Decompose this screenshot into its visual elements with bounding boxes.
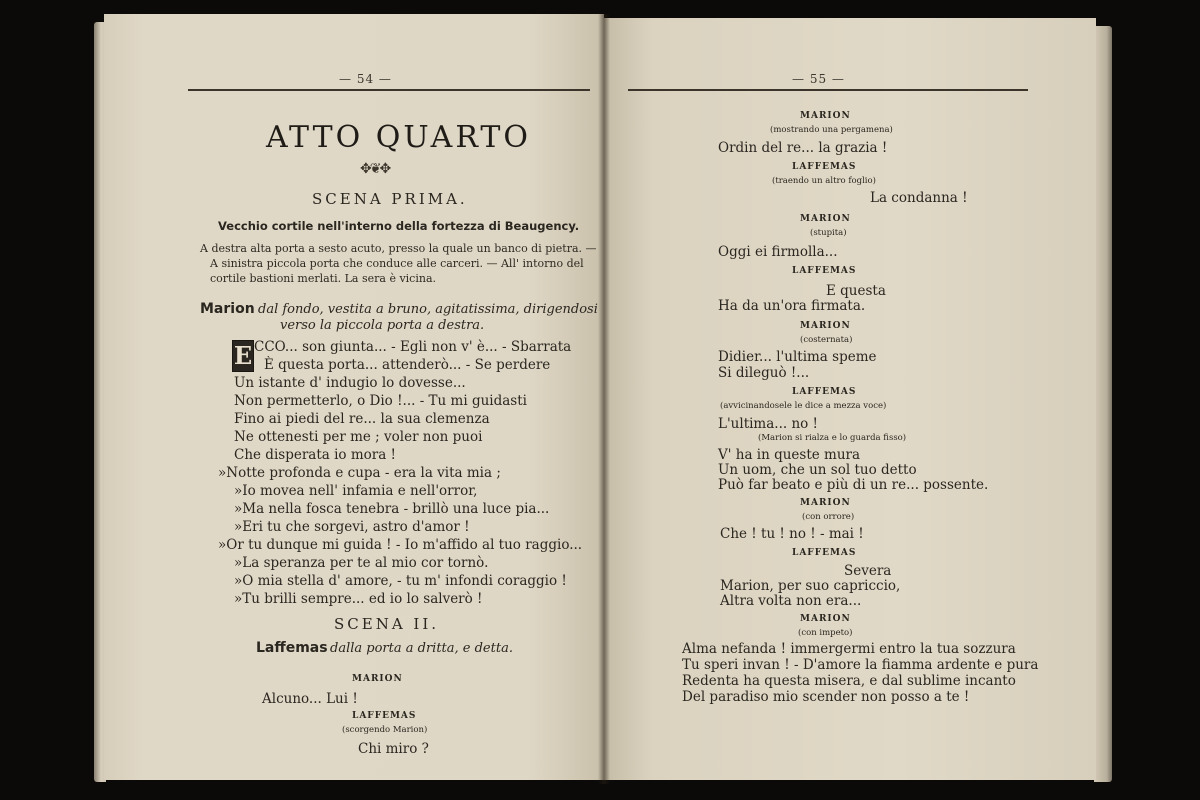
verse-line: »O mia stella d' amore, - tu m' infondi coraggio ! xyxy=(234,573,567,589)
speaker-label: LAFFEMAS xyxy=(792,548,857,558)
speaker-label: MARION xyxy=(800,614,851,624)
speaker-label: LAFFEMAS xyxy=(792,162,857,172)
stage-direction-line: A sinistra piccola porta che conduce alle carceri. — All' intorno del xyxy=(210,257,584,270)
verse-line: »Io movea nell' infamia e nell'orror, xyxy=(234,483,478,499)
speaker-label: LAFFEMAS xyxy=(792,387,857,397)
dialogue-line: Oggi ei firmolla... xyxy=(718,244,838,260)
book-gutter xyxy=(598,14,610,784)
dialogue-line: Che ! tu ! no ! - mai ! xyxy=(720,526,864,542)
stage-direction: (con impeto) xyxy=(798,628,853,638)
ornament-icon: ✥❦✥ xyxy=(360,161,390,177)
stage-direction: (Marion si rialza e lo guarda fisso) xyxy=(758,433,907,443)
dialogue-line: E questa xyxy=(826,283,886,299)
stage-direction: (traendo un altro foglio) xyxy=(772,176,876,186)
verse-line: »Eri tu che sorgevi, astro d'amor ! xyxy=(234,519,470,535)
dialogue-line: Ordin del re... la grazia ! xyxy=(718,140,888,156)
book-edge-right xyxy=(1094,26,1112,782)
stage-direction: (costernata) xyxy=(800,335,853,345)
page-number: — 55 — xyxy=(792,72,845,86)
dialogue-line: Chi miro ? xyxy=(358,741,429,757)
stage-direction: (scorgendo Marion) xyxy=(342,725,428,735)
dialogue-line: L'ultima... no ! xyxy=(718,416,818,432)
entrance-speaker: Marion xyxy=(200,301,255,317)
dialogue-line: V' ha in queste mura xyxy=(718,447,861,463)
header-rule xyxy=(188,89,590,91)
dialogue-line: Alma nefanda ! immergermi entro la tua sozzura xyxy=(682,641,1016,657)
speaker-label: MARION xyxy=(800,498,851,508)
verse-line: Ne ottenesti per me ; voler non puoi xyxy=(234,429,483,445)
speaker-label: LAFFEMAS xyxy=(352,711,417,721)
scene-heading: SCENA II. xyxy=(334,615,440,633)
speaker-label: LAFFEMAS xyxy=(792,266,857,276)
dialogue-line: Del paradiso mio scender non posso a te ! xyxy=(682,689,970,705)
verse-line: »Ma nella fosca tenebra - brillò una luce pia... xyxy=(234,501,550,517)
verse-line: CCO... son giunta... - Egli non v' è... - Sbarrata xyxy=(254,339,572,355)
dialogue-line: Tu speri invan ! - D'amore la fiamma ardente e pura xyxy=(682,657,1039,673)
verse-line: Non permetterlo, o Dio !... - Tu mi guidasti xyxy=(234,393,527,409)
dialogue-line: Può far beato e più di un re... possente. xyxy=(718,477,989,493)
scene-setting: Vecchio cortile nell'interno della fortezza di Beaugency. xyxy=(218,219,580,233)
scene2-direction: dalla porta a dritta, e detta. xyxy=(330,641,513,656)
dialogue-line: Un uom, che un sol tuo detto xyxy=(718,462,917,478)
left-page xyxy=(104,14,604,780)
header-rule xyxy=(628,89,1028,91)
stage-direction: (avvicinandosele le dice a mezza voce) xyxy=(720,401,887,411)
verse-line: »Or tu dunque mi guida ! - Io m'affido al tuo raggio... xyxy=(218,537,583,553)
dialogue-line: Alcuno... Lui ! xyxy=(262,691,358,707)
drop-cap-initial: E xyxy=(233,341,253,370)
stage-direction: (con orrore) xyxy=(802,512,855,522)
scene2-speaker: Laffemas xyxy=(256,640,328,656)
dialogue-line: Redenta ha questa misera, e dal sublime incanto xyxy=(682,673,1016,689)
verse-line: »Notte profonda e cupa - era la vita mia ; xyxy=(218,465,501,481)
act-title: ATTO QUARTO xyxy=(266,120,532,155)
speaker-label: MARION xyxy=(352,674,403,684)
entrance-direction: verso la piccola porta a destra. xyxy=(280,318,485,333)
stage-direction-line: cortile bastioni merlati. La sera è vicina. xyxy=(210,272,436,285)
dialogue-line: Severa xyxy=(844,563,892,579)
scene-heading: SCENA PRIMA. xyxy=(312,190,468,208)
verse-line: Che disperata io mora ! xyxy=(234,447,396,463)
dialogue-line: Didier... l'ultima speme xyxy=(718,349,877,365)
right-page xyxy=(604,18,1096,780)
dialogue-line: Altra volta non era... xyxy=(720,593,862,609)
speaker-label: MARION xyxy=(800,321,851,331)
verse-line: Un istante d' indugio lo dovesse... xyxy=(234,375,466,391)
page-number: — 54 — xyxy=(339,72,392,86)
dialogue-line: Ha da un'ora firmata. xyxy=(718,298,866,314)
stage-direction: (mostrando una pergamena) xyxy=(770,125,893,135)
dialogue-line: Si dileguò !... xyxy=(718,365,810,381)
dialogue-line: La condanna ! xyxy=(870,190,968,206)
speaker-label: MARION xyxy=(800,111,851,121)
verse-line: Fino ai piedi del re... la sua clemenza xyxy=(234,411,490,427)
speaker-label: MARION xyxy=(800,214,851,224)
entrance-direction: dal fondo, vestita a bruno, agitatissima, dirigendosi xyxy=(258,302,598,317)
stage-direction-line: A destra alta porta a sesto acuto, presso la quale un banco di pietra. — xyxy=(200,242,597,255)
stage-direction: (stupita) xyxy=(810,228,847,238)
dialogue-line: Marion, per suo capriccio, xyxy=(720,578,901,594)
verse-line: »La speranza per te al mio cor tornò. xyxy=(234,555,489,571)
verse-line: »Tu brilli sempre... ed io lo salverò ! xyxy=(234,591,483,607)
verse-line: È questa porta... attenderò... - Se perdere xyxy=(264,357,551,373)
